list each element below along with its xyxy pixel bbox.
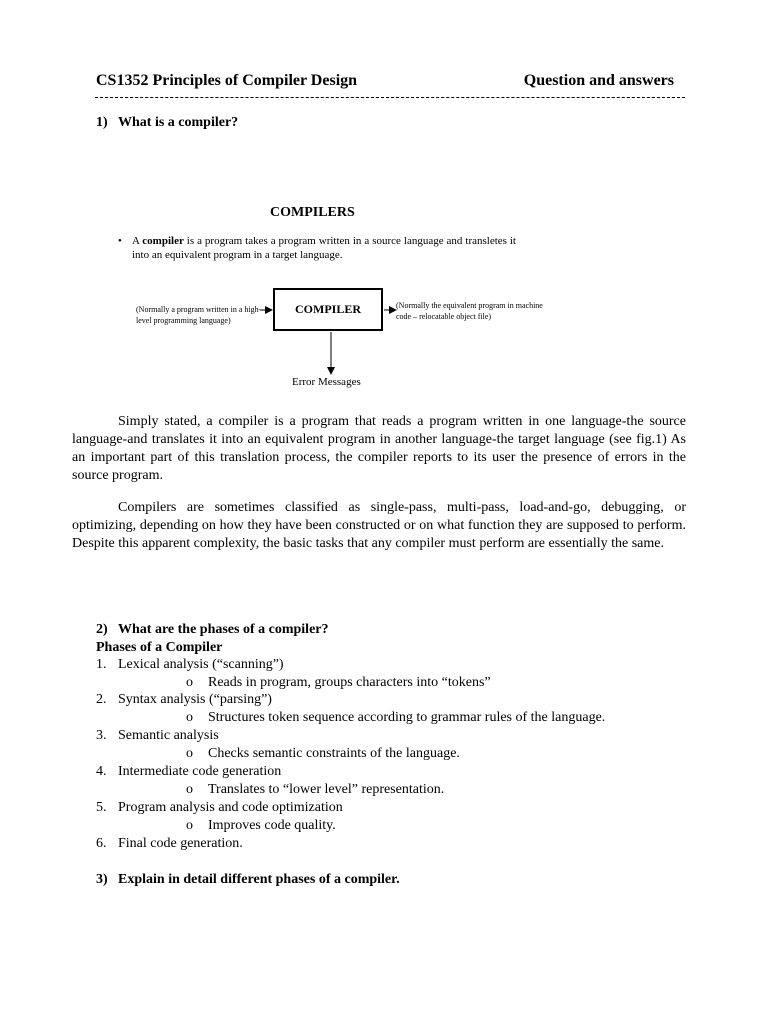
- phase-detail: [186, 818, 336, 834]
- question-3-number: 3): [96, 872, 108, 887]
- phase-item: [96, 764, 281, 780]
- header-course-title: CS1352 Principles of Compiler Design: [96, 72, 358, 89]
- phase-name: Lexical analysis (“scanning”): [118, 657, 284, 672]
- figure-bullet-text: is a program takes a program written in a source language and transletes it into an equivalent program in a target language.: [132, 235, 516, 261]
- error-messages-label: Error Messages: [292, 376, 361, 388]
- phase-detail: [186, 675, 491, 691]
- paragraph-2-text: Compilers are sometimes classified as single-pass, multi-pass, load-and-go, debugging, or optimizing, depending on how they have been constructed or on what function they are supposed to perform. Despite this apparent complexity, the basic tasks that any compiler must perform are essentially the same.: [72, 500, 686, 551]
- paragraph-1-text: Simply stated, a compiler is a program that reads a program written in one language-the source language-and translates it into an equivalent program in another language-the target language (see fig.1) As an important part of this translation process, the compiler reports to its user the presence of errors in the source program.: [72, 414, 686, 483]
- compiler-box-label: COMPILER: [295, 302, 361, 316]
- paragraph-2: [72, 499, 686, 553]
- figure-bullet: [118, 234, 516, 262]
- phase-item: [96, 728, 219, 744]
- phase-item: [96, 657, 284, 673]
- phase-name: Semantic analysis: [118, 728, 219, 743]
- question-3: [96, 872, 400, 888]
- phase-detail: [186, 710, 605, 726]
- phases-heading: Phases of a Compiler: [96, 640, 223, 655]
- paragraph-1: [72, 413, 686, 485]
- question-1-text: What is a compiler?: [118, 115, 239, 130]
- question-3-text: Explain in detail different phases of a compiler.: [118, 872, 400, 887]
- figure-bullet-prefix: A: [132, 235, 143, 247]
- phase-detail: [186, 746, 460, 762]
- phase-name: Syntax analysis (“parsing”): [118, 692, 272, 707]
- question-1: [96, 115, 238, 131]
- phase-name: Intermediate code generation: [118, 764, 282, 779]
- sub-bullet-icon: o: [186, 710, 193, 725]
- phase-detail-text: Translates to “lower level” representation.: [208, 782, 445, 797]
- output-caption: (Normally the equivalent program in machine code – relocatable object file): [396, 301, 543, 321]
- figure-bullet-keyword: compiler: [142, 235, 184, 247]
- question-2-number: 2): [96, 622, 108, 637]
- header-section-title: Question and answers: [523, 72, 674, 89]
- sub-bullet-icon: o: [186, 675, 193, 690]
- phase-number: 6.: [96, 836, 107, 851]
- phase-name: Final code generation.: [118, 836, 243, 851]
- phase-number: 1.: [96, 657, 107, 672]
- phase-number: 3.: [96, 728, 107, 743]
- figure-title: COMPILERS: [270, 205, 355, 220]
- phase-item: [96, 800, 343, 816]
- question-1-number: 1): [96, 115, 108, 130]
- input-caption: (Normally a program written in a high-level programming language): [136, 305, 262, 325]
- phase-number: 5.: [96, 800, 107, 815]
- phase-item: [96, 692, 272, 708]
- phase-detail-text: Reads in program, groups characters into “tokens”: [208, 675, 491, 690]
- phase-number: 4.: [96, 764, 107, 779]
- sub-bullet-icon: o: [186, 746, 193, 761]
- header-divider: [95, 97, 685, 98]
- phase-name: Program analysis and code optimization: [118, 800, 343, 815]
- phase-number: 2.: [96, 692, 107, 707]
- question-2-text: What are the phases of a compiler?: [118, 622, 329, 637]
- phase-detail: [186, 782, 444, 798]
- phase-detail-text: Checks semantic constraints of the language.: [208, 746, 460, 761]
- bullet-dot-icon: •: [118, 235, 122, 247]
- phase-item: [96, 836, 243, 852]
- phase-detail-text: Improves code quality.: [208, 818, 336, 833]
- compiler-box: [273, 288, 383, 331]
- sub-bullet-icon: o: [186, 782, 193, 797]
- question-2: [96, 622, 329, 638]
- sub-bullet-icon: o: [186, 818, 193, 833]
- phase-detail-text: Structures token sequence according to grammar rules of the language.: [208, 710, 606, 725]
